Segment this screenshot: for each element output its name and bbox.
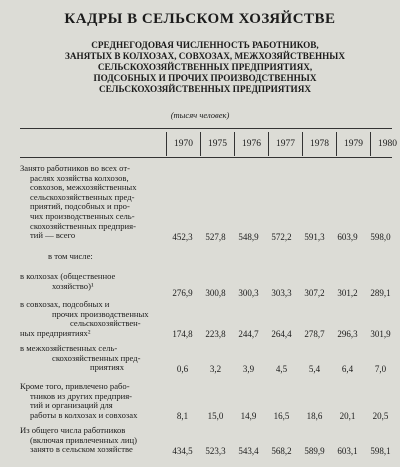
label-line: сельскохозяйствен- [70, 318, 141, 329]
value-cell: 18,6 [306, 411, 323, 421]
unit-note: (тысяч человек) [170, 110, 230, 120]
value-cell: 598,0 [370, 232, 391, 242]
subtitle-line: СРЕДНЕГОДОВАЯ ЧИСЛЕННОСТЬ РАБОТНИКОВ, [91, 40, 319, 50]
value-cell: 527,8 [205, 232, 226, 242]
label-line: в том числе: [48, 251, 93, 261]
label-line: тий и организаций для [30, 400, 113, 411]
value-cell: 5,4 [308, 364, 321, 374]
value-cell: 264,4 [271, 329, 292, 339]
value-cell: 8,1 [176, 411, 189, 421]
value-cell: 244,7 [238, 329, 259, 339]
label-line: Из общего числа работников [20, 425, 126, 435]
row-values [166, 411, 397, 421]
label-line: в совхозах, подсобных и [20, 299, 110, 309]
value-cell: 603,1 [337, 446, 358, 456]
value-cell: 223,8 [205, 329, 226, 339]
label-line: приятий, подсобных и про- [30, 201, 130, 212]
value-cell: 548,9 [238, 232, 259, 242]
table-subtitle [60, 40, 350, 95]
subtitle-line: ЗАНЯТЫХ В КОЛХОЗАХ, СОВХОЗАХ, МЕЖХОЗЯЙСТВЕННЫХ [65, 51, 345, 61]
label-line: хозяйство)¹ [52, 280, 94, 291]
value-cell: 568,2 [271, 446, 292, 456]
label-line: чих производственных сель- [30, 210, 135, 221]
value-cell: 300,3 [238, 288, 259, 298]
label-line: прочих производственных [52, 308, 149, 319]
value-cell: 16,5 [273, 411, 290, 421]
row-label [20, 164, 137, 241]
label-line: ных предприятиях² [20, 327, 91, 338]
label-line: тников из других предприя- [30, 390, 133, 401]
label-line: тий — всего [30, 230, 76, 241]
value-cell: 572,2 [271, 232, 292, 242]
value-cell: 15,0 [207, 411, 224, 421]
value-cell: 434,5 [172, 446, 193, 456]
row-label [20, 382, 137, 420]
value-cell: 0,6 [176, 364, 189, 374]
label-line: скохозяйственных предприя- [30, 220, 136, 231]
value-cell: 523,3 [205, 446, 226, 456]
value-cell: 174,8 [172, 329, 193, 339]
label-line: работы в колхозах и совхозах [30, 409, 138, 420]
subtitle-line: СЕЛЬСКОХОЗЯЙСТВЕННЫХ ПРЕДПРИЯТИЯХ, [97, 62, 313, 72]
value-cell: 603,9 [337, 232, 358, 242]
label-line: скохозяйственных пред- [52, 352, 141, 363]
row-values [166, 329, 397, 339]
row-label [20, 344, 141, 373]
value-cell: 14,9 [240, 411, 257, 421]
row-values [166, 446, 397, 456]
row-values [166, 232, 397, 242]
label-line: приятиях [90, 362, 125, 373]
value-cell: 20,5 [372, 411, 389, 421]
value-cell: 276,9 [172, 288, 193, 298]
value-cell: 589,9 [304, 446, 325, 456]
value-cell: 7,0 [374, 364, 387, 374]
row-label [20, 272, 115, 291]
value-cell: 307,2 [304, 288, 325, 298]
year-header [166, 132, 400, 156]
value-cell: 300,8 [205, 288, 226, 298]
row-label [48, 252, 93, 262]
value-cell: 296,3 [337, 329, 358, 339]
row-label [20, 426, 137, 455]
year-header-cell: 1975 [200, 132, 234, 156]
value-cell: 20,1 [339, 411, 356, 421]
value-cell: 543,4 [238, 446, 259, 456]
value-cell: 591,3 [304, 232, 325, 242]
value-cell: 301,9 [370, 329, 391, 339]
year-header-cell: 1978 [302, 132, 336, 156]
label-line: в межхозяйственных сель- [20, 343, 118, 353]
value-cell: 3,2 [209, 364, 222, 374]
year-header-cell: 1980 [370, 132, 400, 156]
header-bottom-rule [20, 157, 392, 158]
value-cell: 6,4 [341, 364, 354, 374]
value-cell: 301,2 [337, 288, 358, 298]
page-title: КАДРЫ В СЕЛЬСКОМ ХОЗЯЙСТВЕ [64, 11, 336, 27]
value-cell: 598,1 [370, 446, 391, 456]
row-values [166, 364, 397, 374]
row-label [20, 300, 149, 338]
label-line: Занято работников во всех от- [20, 163, 130, 173]
value-cell: 3,9 [242, 364, 255, 374]
label-line: Кроме того, привлечено рабо- [20, 381, 130, 391]
label-line: в колхозах (общественное [20, 271, 116, 281]
label-line: раслях хозяйства колхозов, [30, 172, 129, 183]
year-header-cell: 1979 [336, 132, 370, 156]
label-line: сельскохозяйственных пред- [30, 191, 135, 202]
label-line: занято в сельском хозяйстве [30, 444, 133, 455]
label-line: совхозов, межхозяйственных [30, 182, 137, 193]
value-cell: 303,3 [271, 288, 292, 298]
row-values [166, 288, 397, 298]
value-cell: 452,3 [172, 232, 193, 242]
subtitle-line: ПОДСОБНЫХ И ПРОЧИХ ПРОИЗВОДСТВЕННЫХ [93, 73, 317, 83]
value-cell: 289,1 [370, 288, 391, 298]
table-top-rule [20, 128, 392, 129]
year-header-cell: 1970 [166, 132, 200, 156]
value-cell: 278,7 [304, 329, 325, 339]
year-header-cell: 1977 [268, 132, 302, 156]
label-line: (включая привлеченных лиц) [30, 434, 137, 445]
year-header-cell: 1976 [234, 132, 268, 156]
value-cell: 4,5 [275, 364, 288, 374]
subtitle-line: СЕЛЬСКОХОЗЯЙСТВЕННЫХ ПРЕДПРИЯТИЯХ [99, 84, 311, 94]
